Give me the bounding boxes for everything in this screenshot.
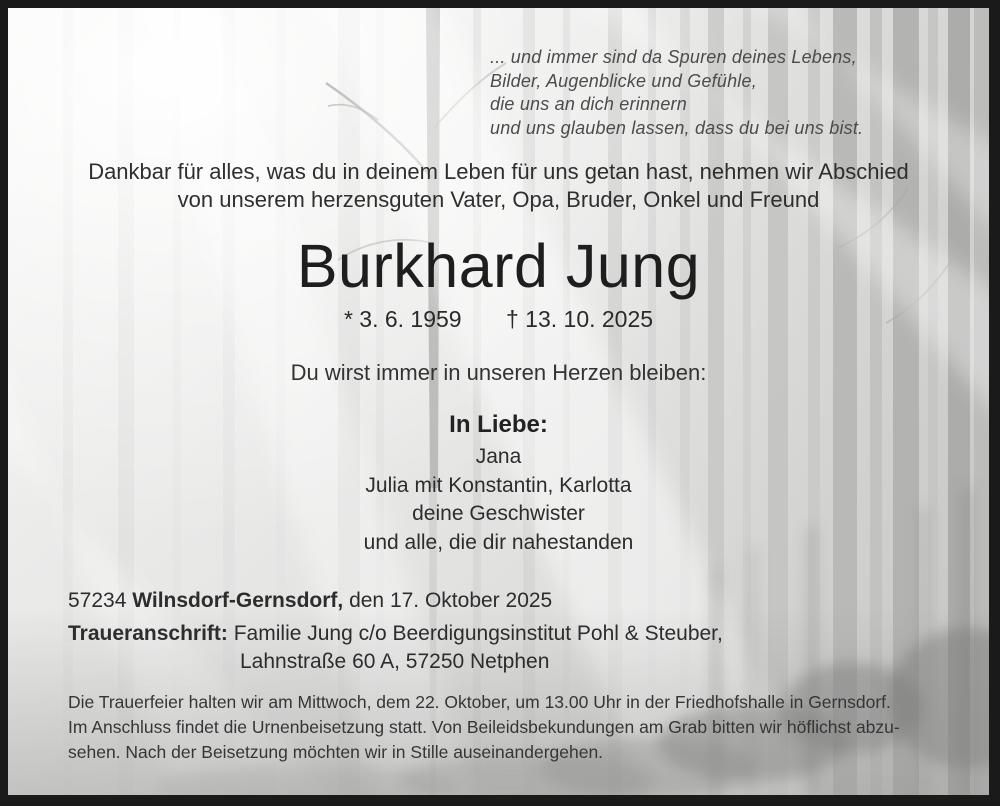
- verse-line: ... und immer sind da Spuren deines Lebens,: [490, 47, 857, 67]
- death-date: † 13. 10. 2025: [505, 306, 654, 332]
- farewell-text: [8, 158, 989, 214]
- condolence-address: [68, 620, 723, 676]
- mourner-name: und alle, die dir nahestanden: [363, 530, 634, 554]
- verse-line: die uns an dich erinnern: [490, 94, 687, 114]
- address-value: Familie Jung c/o Beerdigungsinstitut Pohl & Steuber,: [233, 622, 723, 645]
- funeral-info: [68, 690, 900, 765]
- mourners-heading: In Liebe:: [449, 411, 548, 438]
- farewell-line: Dankbar für alles, was du in deinem Leben für uns getan hast, nehmen wir Abschied: [88, 159, 909, 184]
- notice-date: den 17. Oktober 2025: [349, 589, 553, 612]
- mourner-name: Julia mit Konstantin, Karlotta: [365, 473, 632, 497]
- mourner-name: Jana: [475, 445, 522, 468]
- postal-code: 57234: [68, 589, 127, 612]
- place-date-line: [68, 587, 552, 615]
- obituary-content: [8, 8, 989, 795]
- verse-line: Bilder, Augenblicke und Gefühle,: [490, 70, 757, 91]
- address-line: Lahnstraße 60 A, 57250 Netphen: [240, 650, 550, 673]
- remembrance-line: Du wirst immer in unseren Herzen bleiben:: [290, 360, 707, 385]
- verse-line: und uns glauben lassen, dass du bei uns bist.: [490, 117, 864, 138]
- farewell-line: von unserem herzensguten Vater, Opa, Bruder, Onkel und Freund: [177, 187, 820, 212]
- funeral-info-line: sehen. Nach der Beisetzung möchten wir in Stille auseinandergehen.: [68, 742, 604, 762]
- funeral-info-line: Im Anschluss findet die Urnenbeisetzung statt. Von Beileidsbekundungen am Grab bitten wir höflichst abzu-: [68, 717, 900, 737]
- mourner-name: deine Geschwister: [412, 502, 585, 525]
- life-dates: [8, 304, 989, 334]
- mourners-block: [8, 409, 989, 557]
- address-label: Traueranschrift:: [68, 622, 228, 645]
- deceased-name: Burkhard Jung: [296, 232, 701, 300]
- birth-date: * 3. 6. 1959: [343, 306, 462, 332]
- address-line: [68, 620, 723, 648]
- city-name: Wilnsdorf-Gernsdorf,: [132, 589, 344, 612]
- memorial-verse: [490, 46, 863, 140]
- funeral-info-line: Die Trauerfeier halten wir am Mittwoch, dem 22. Oktober, um 13.00 Uhr in der Friedhofshalle in Gernsdorf.: [68, 692, 891, 712]
